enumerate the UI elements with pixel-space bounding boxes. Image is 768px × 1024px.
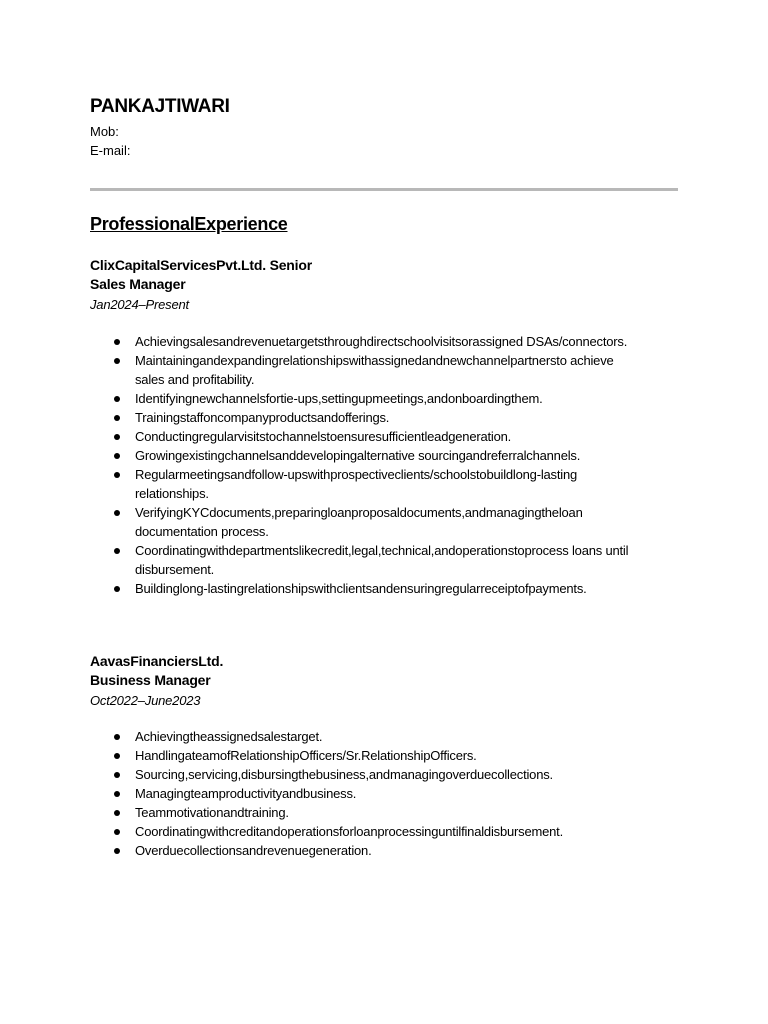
header-divider bbox=[90, 188, 678, 191]
bullet-icon bbox=[114, 586, 120, 592]
job-role: Business Manager bbox=[90, 672, 211, 688]
list-item bbox=[90, 765, 635, 784]
list-item-text: Maintainingandexpandingrelationshipswithassignedandnewchannelpartnersto achieve sales and profitability. bbox=[135, 353, 614, 387]
bullet-icon bbox=[114, 339, 120, 345]
list-item-text: Growingexistingchannelsanddevelopingalternative sourcingandreferralchannels. bbox=[135, 448, 581, 463]
list-item bbox=[90, 746, 635, 765]
bullet-icon bbox=[114, 753, 120, 759]
bullet-icon bbox=[114, 772, 120, 778]
mobile-label: Mob: bbox=[90, 124, 119, 139]
bullet-icon bbox=[114, 548, 120, 554]
list-item bbox=[90, 727, 635, 746]
list-item-text: Coordinatingwithcreditandoperationsforloanprocessinguntilfinaldisbursement. bbox=[135, 824, 563, 839]
company-name: AavasFinanciersLtd. bbox=[90, 653, 224, 669]
list-item-text: HandlingateamofRelationshipOfficers/Sr.RelationshipOfficers. bbox=[135, 748, 477, 763]
bullet-icon bbox=[114, 434, 120, 440]
job-dates: Oct2022–June2023 bbox=[90, 693, 201, 708]
list-item bbox=[90, 332, 635, 351]
bullet-icon bbox=[114, 734, 120, 740]
job-entry bbox=[90, 256, 690, 598]
list-item-text: Teammotivationandtraining. bbox=[135, 805, 289, 820]
candidate-name: PANKAJTIWARI bbox=[90, 96, 230, 117]
bullet-icon bbox=[114, 453, 120, 459]
bullet-icon bbox=[114, 510, 120, 516]
list-item-text: Overduecollectionsandrevenuegeneration. bbox=[135, 843, 372, 858]
list-item bbox=[90, 822, 635, 841]
bullet-icon bbox=[114, 358, 120, 364]
list-item bbox=[90, 389, 635, 408]
bullet-icon bbox=[114, 415, 120, 421]
bullet-icon bbox=[114, 829, 120, 835]
company-name: ClixCapitalServicesPvt.Ltd. Senior bbox=[90, 257, 312, 273]
list-item bbox=[90, 803, 635, 822]
list-item-text: Managingteamproductivityandbusiness. bbox=[135, 786, 357, 801]
job-dates: Jan2024–Present bbox=[90, 297, 189, 312]
section-title-experience: ProfessionalExperience bbox=[90, 214, 288, 234]
list-item bbox=[90, 784, 635, 803]
job-role: Sales Manager bbox=[90, 276, 186, 292]
list-item bbox=[90, 503, 635, 541]
list-item bbox=[90, 541, 635, 579]
list-item-text: Sourcing,servicing,disbursingthebusiness,andmanagingoverduecollections. bbox=[135, 767, 553, 782]
job-responsibilities bbox=[90, 727, 690, 860]
list-item bbox=[90, 579, 635, 598]
list-item bbox=[90, 408, 635, 427]
bullet-icon bbox=[114, 472, 120, 478]
bullet-icon bbox=[114, 791, 120, 797]
job-entry bbox=[90, 652, 690, 860]
list-item-text: VerifyingKYCdocuments,preparingloanproposaldocuments,andmanagingtheloan documentation process. bbox=[135, 505, 583, 539]
list-item-text: Regularmeetingsandfollow-upswithprospectiveclients/schoolstobuildlong-lasting relationships. bbox=[135, 467, 578, 501]
list-item-text: Coordinatingwithdepartmentslikecredit,legal,technical,andoperationstoprocess loans until disbursement. bbox=[135, 543, 629, 577]
list-item bbox=[90, 446, 635, 465]
bullet-icon bbox=[114, 396, 120, 402]
list-item-text: Achievingtheassignedsalestarget. bbox=[135, 729, 323, 744]
bullet-icon bbox=[114, 848, 120, 854]
list-item bbox=[90, 427, 635, 446]
list-item bbox=[90, 351, 635, 389]
job-responsibilities bbox=[90, 332, 690, 598]
bullet-icon bbox=[114, 810, 120, 816]
list-item bbox=[90, 841, 635, 860]
list-item-text: Identifyingnewchannelsfortie-ups,settingupmeetings,andonboardingthem. bbox=[135, 391, 543, 406]
list-item-text: Trainingstaffoncompanyproductsandofferings. bbox=[135, 410, 390, 425]
email-label: E-mail: bbox=[90, 143, 131, 158]
list-item-text: Buildinglong-lastingrelationshipswithclientsandensuringregularreceiptofpayments. bbox=[135, 581, 587, 596]
list-item-text: Conductingregularvisitstochannelstoensuresufficientleadgeneration. bbox=[135, 429, 512, 444]
list-item bbox=[90, 465, 635, 503]
list-item-text: Achievingsalesandrevenuetargetsthroughdirectschoolvisitsorassigned DSAs/connectors. bbox=[135, 334, 628, 349]
